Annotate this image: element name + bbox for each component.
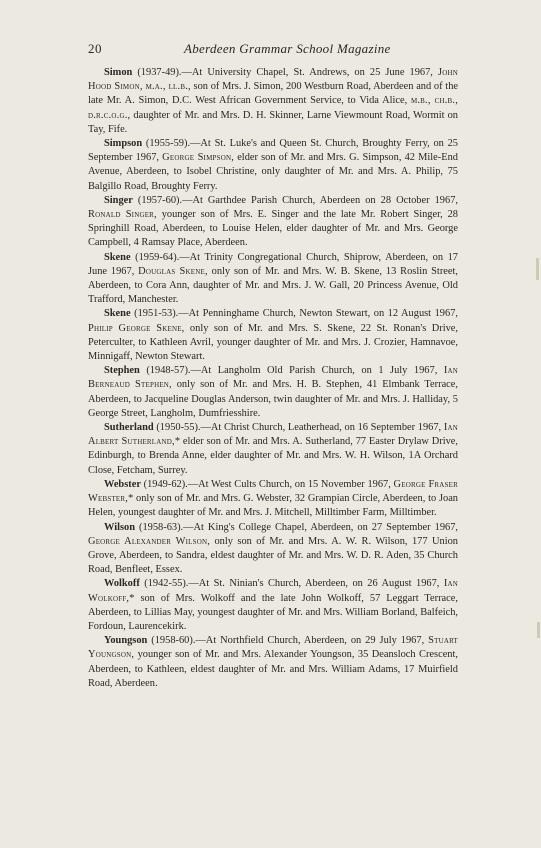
entry-wolkoff [88,577,458,634]
entry-text: daughter of Mr. and Mrs. D. H. Skinner, Larne Viewmount Road, Wormit on Tay, Fife. [88,109,458,135]
binding-mark [536,258,539,280]
entry-text: younger son of Mrs. E. Singer and the late Mr. Robert Singer, 28 Springhill Road, Aberdeen, to Louise Helen, elder daughter of Mr. and Mrs. George Campbell, 4 Ramsay Place, Aberdeen. [88,209,459,249]
entry-surname: Wolkoff [104,578,140,590]
entry-youngson [88,634,458,691]
entry-text: (1951-53).—At Penninghame Church, Newton Stewart, on 12 August 1967, [130,308,458,320]
entry-surname: Simon [104,67,133,78]
entry-text: only son of Mr. and Mrs. W. B. Skene, 13 Roslin Street, Aberdeen, to Cora Ann, daughter of Mr. and Mrs. J. W. Gall, 20 Princess Avenue, Old Trafford, Manchester. [88,265,458,306]
entry-text: elder son of Mr. and Mrs. G. Simpson, 42 Mile-End Avenue, Aberdeen, to Isobel Christine, only daughter of Mr. and Mrs. A. Philip, 75 Balgillo Road, Broughty Ferry. [88,152,458,192]
entry-text: (1955-59).—At St. Luke's and Queen St. Church, Broughty Ferry, on 25 September 1967, [88,138,458,164]
groom-name: Ronald Singer, [88,209,157,221]
entry-stephen [88,364,458,421]
marriage-entries [88,66,458,691]
groom-name: Douglas Skene, [138,265,208,277]
bride-degrees: m.b., ch.b., d.r.c.o.g., [88,95,458,121]
entry-surname: Simpson [104,138,143,150]
entry-surname: Youngson [104,635,148,647]
entry-surname: Sutherland [104,422,154,434]
entry-surname: Wilson [104,521,135,533]
entry-text: * son of Mrs. Wolkoff and the late John Wolkoff, 57 Leggart Terrace, Aberdeen, to Lillias May, youngest daughter of Mr. and Mrs. William Borland, Balfeich, Fordoun, Laurencekirk. [88,592,458,632]
entry-text: (1958-63).—At King's College Chapel, Aberdeen, on 27 September 1967, [135,521,458,533]
entry-wilson [88,521,458,578]
groom-name: Ian Albert Sutherland, [88,422,458,448]
entry-text: (1948-57).—At Langholm Old Parish Church, on 1 July 1967, [139,365,444,377]
entry-skene-douglas [88,251,458,308]
page-number: 20 [88,41,102,56]
entry-singer [88,194,458,251]
binding-mark [537,622,540,638]
entry-text: (1957-60).—At Garthdee Parish Church, Aberdeen on 28 October 1967, [132,194,458,206]
entry-text: (1942-55).—At St. Ninian's Church, Aberdeen, on 26 August 1967, [139,578,444,590]
entry-text: * only son of Mr. and Mrs. G. Webster, 32 Grampian Circle, Aberdeen, to Joan Helen, youngest daughter of Mr. and Mrs. J. Mitchell, Milltimber Farm, Milltimber. [88,493,458,519]
entry-webster [88,478,458,521]
entry-text: (1958-60).—At Northfield Church, Aberdeen, on 29 July 1967, [147,635,429,647]
groom-name: George Alexander Wilson, [88,535,211,547]
groom-name: Stuart Youngson, [88,635,458,661]
page-header [0,41,541,61]
groom-name: John Hood Simon, m.a., ll.b., [88,67,458,93]
entry-surname: Stephen [104,365,140,377]
entry-text: (1950-55).—At Christ Church, Leatherhead, on 16 September 1967, [153,422,444,434]
entry-sutherland [88,421,458,478]
entry-text: only son of Mr. and Mrs. S. Skene, 22 St. Ronan's Drive, Peterculter, to Kathleen Avril, younger daughter of Mr. and Mrs. J. Crozier, Hamnavoe, Minnigaff, Newton Stewart. [88,322,458,363]
entry-text: (1949-62).—At West Cults Church, on 15 November 1967, [140,478,394,490]
entry-surname: Singer [104,194,133,206]
groom-name: Philip George Skene, [88,322,185,334]
entry-text: (1959-64).—At Trinity Congregational Church, Shiprow, Aberdeen, on 17 June 1967, [88,251,458,277]
entry-surname: Skene [104,251,131,263]
entry-surname: Webster [104,478,141,490]
entry-text: younger son of Mr. and Mrs. Alexander Youngson, 35 Deansloch Crescent, Aberdeen, to Kathleen, eldest daughter of Mr. and Mrs. William Adams, 17 Muirfield Road, Aberdeen. [88,649,458,689]
entry-surname: Skene [104,308,131,320]
groom-name: Ian Berneaud Stephen, [88,365,458,391]
entry-text: (1937-49).—At University Chapel, St. Andrews, on 25 June 1967, [132,67,438,78]
groom-name: Ian Wolkoff, [88,578,458,604]
entry-simpson [88,137,458,194]
entry-simon [88,66,458,137]
groom-name: George Simpson, [162,152,235,164]
entry-text: son of Mrs. J. Simon, 200 Westburn Road, Aberdeen and of the late Mr. A. Simon, D.C. West African Government Service, to Vida Alice, [88,81,459,107]
entry-text: only son of Mr. and Mrs. H. B. Stephen, 41 Elmbank Terrace, Aberdeen, to Jacqueline Douglas Anderson, twin daughter of Mr. and Mrs. J. Halliday, 5 George Street, Langholm, Dumfriesshire. [88,379,458,419]
groom-name: George Fraser Webster, [88,478,458,505]
entry-text: * elder son of Mr. and Mrs. A. Sutherland, 77 Easter Drylaw Drive, Edinburgh, to Brenda Anne, elder daughter of Mr. and Mrs. W. H. Wilson, 1A Orchard Close, Fetcham, Surrey. [88,436,458,476]
entry-skene-philip [88,307,458,364]
entry-text: only son of Mr. and Mrs. A. W. R. Wilson, 177 Union Grove, Aberdeen, to Sandra, eldest daughter of Mr. and Mrs. W. D. R. Aden, 35 Church Road, Benfleet, Essex. [88,535,458,576]
running-title: Aberdeen Grammar School Magazine [184,41,391,56]
